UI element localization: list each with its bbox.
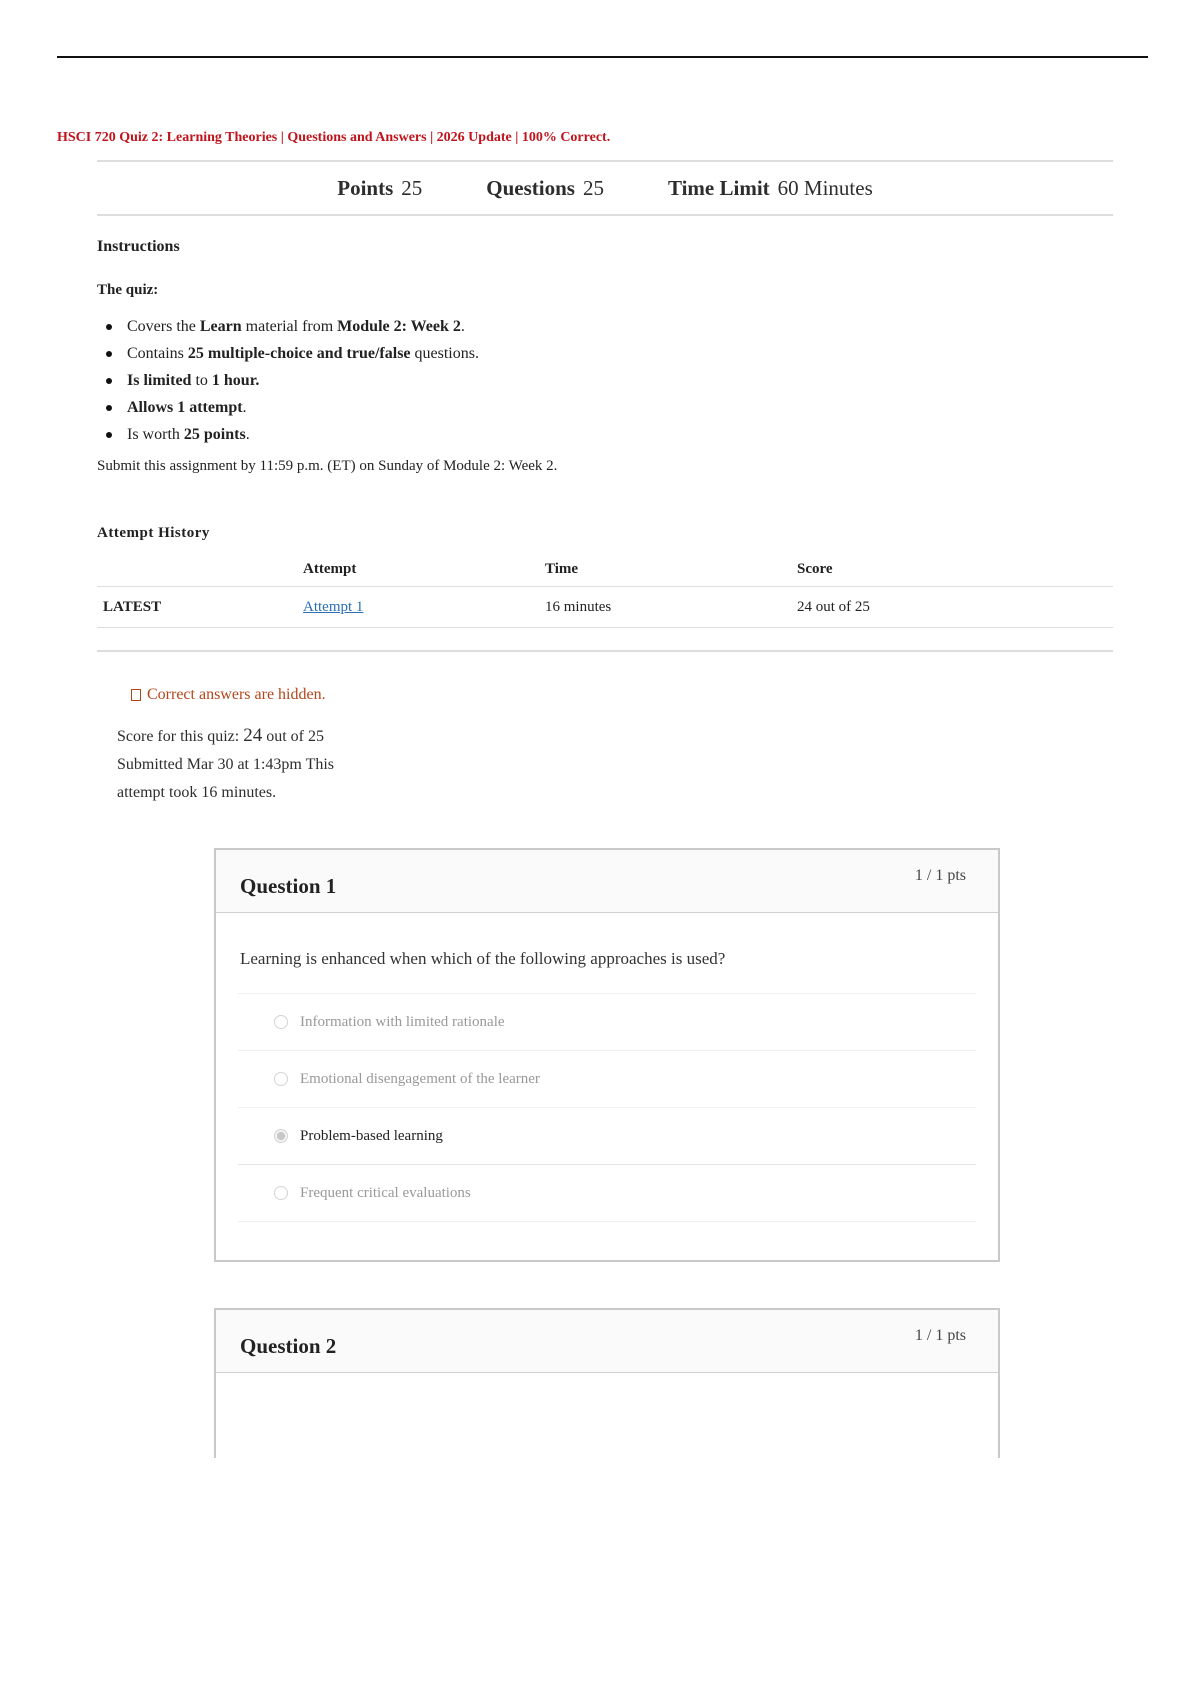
quiz-details	[97, 160, 1113, 807]
answer-label: Frequent critical evaluations	[300, 1184, 471, 1201]
quiz-meta-bar	[97, 162, 1113, 214]
instructions-list	[97, 313, 1113, 448]
question-2-header	[216, 1310, 998, 1373]
questions-value: 25	[582, 175, 604, 200]
points-label: Points	[337, 175, 394, 200]
instruction-item: Covers the Learn material from Module 2: Week 2.	[127, 313, 1113, 340]
document-title: HSCI 720 Quiz 2: Learning Theories | Questions and Answers | 2026 Update | 100% Correct.	[57, 130, 611, 145]
score-prefix: Score for this quiz:	[117, 728, 240, 745]
instructions-intro: The quiz:	[97, 282, 159, 298]
instruction-bold: 25 multiple-choice and true/false	[187, 345, 411, 362]
question-1-answers	[238, 993, 976, 1222]
questions-label: Questions	[486, 175, 575, 200]
attempt-col-header-score: Score	[796, 552, 1113, 587]
attempt-table-header-row	[97, 552, 1113, 587]
attempt-row-label: LATEST	[97, 587, 302, 628]
instruction-item: Is worth 25 points.	[127, 421, 1113, 448]
question-1-title: Question 1	[240, 874, 337, 898]
points-meta	[337, 176, 422, 201]
answer-option[interactable]	[238, 994, 976, 1051]
instruction-bold: Allows 1 attempt	[127, 399, 243, 416]
attempt-history-table	[97, 552, 1113, 628]
hidden-notice-text: Correct answers are hidden.	[147, 686, 326, 703]
instruction-item: Allows 1 attempt.	[127, 394, 1113, 421]
submitted-line: Submitted Mar 30 at 1:43pm This	[117, 756, 335, 773]
attempt-col-header-blank	[97, 552, 302, 587]
question-1-points: 1 / 1 pts	[914, 867, 966, 884]
question-2-title: Question 2	[240, 1334, 337, 1358]
page-top-rule	[57, 56, 1148, 58]
time-limit-label: Time Limit	[667, 175, 770, 200]
points-value: 25	[401, 175, 423, 200]
score-line	[117, 722, 387, 751]
attempt-time-cell: 16 minutes	[544, 587, 796, 628]
instruction-item: Is limited to 1 hour.	[127, 367, 1113, 394]
correct-answers-hidden-notice	[131, 686, 1113, 704]
attempt-col-header-attempt: Attempt	[302, 552, 544, 587]
questions-meta	[486, 176, 604, 201]
score-value: 24	[243, 725, 263, 746]
attempt-history-heading: Attempt History	[97, 525, 210, 541]
answer-option[interactable]	[238, 1051, 976, 1108]
instruction-bold: Learn	[199, 318, 242, 335]
answer-label: Emotional disengagement of the learner	[300, 1070, 540, 1087]
answer-label: Information with limited rationale	[300, 1013, 505, 1030]
radio-button-icon[interactable]	[274, 1015, 288, 1029]
question-2-card	[214, 1308, 1000, 1458]
instruction-bold: Module 2: Week 2	[337, 318, 461, 335]
submit-deadline-note: Submit this assignment by 11:59 p.m. (ET) on Sunday of Module 2: Week 2.	[97, 458, 558, 474]
radio-button-icon[interactable]	[274, 1072, 288, 1086]
answer-option-selected[interactable]	[238, 1108, 976, 1165]
question-1-text: Learning is enhanced when which of the following approaches is used?	[240, 949, 726, 968]
answer-label: Problem-based learning	[300, 1127, 443, 1144]
instruction-bold: 1 hour.	[211, 372, 260, 389]
quiz-score-summary	[117, 722, 387, 807]
instruction-bold: Is limited	[127, 372, 192, 389]
warning-box-icon	[131, 689, 141, 701]
meta-bottom-divider	[97, 214, 1113, 216]
attempt-1-link[interactable]: Attempt 1	[303, 598, 364, 615]
answer-option[interactable]	[238, 1165, 976, 1222]
results-divider	[97, 650, 1113, 652]
radio-button-selected-icon[interactable]	[274, 1129, 288, 1143]
attempt-score-cell: 24 out of 25	[796, 587, 1113, 628]
instruction-item: Contains 25 multiple-choice and true/false questions.	[127, 340, 1113, 367]
time-limit-value: 60 Minutes	[777, 175, 873, 200]
attempt-row	[97, 587, 1113, 628]
attempt-col-header-time: Time	[544, 552, 796, 587]
radio-button-icon[interactable]	[274, 1186, 288, 1200]
instructions-heading: Instructions	[97, 238, 180, 255]
attempt-cell	[302, 587, 544, 628]
duration-line: attempt took 16 minutes.	[117, 784, 277, 801]
question-1-card	[214, 848, 1000, 1262]
time-limit-meta	[668, 176, 873, 201]
question-2-points: 1 / 1 pts	[914, 1327, 966, 1344]
instruction-bold: 25 points	[183, 426, 246, 443]
score-suffix: out of 25	[266, 728, 324, 745]
question-1-header	[216, 850, 998, 913]
